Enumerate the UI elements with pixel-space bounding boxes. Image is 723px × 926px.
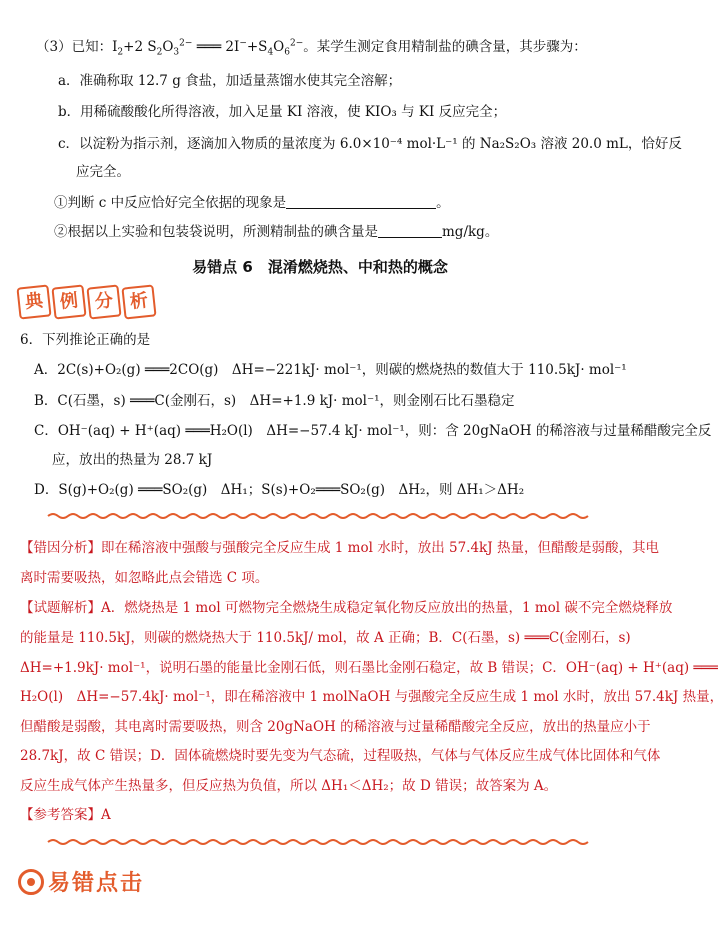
explanation-line6: 28.7kJ，故 C 错误；D．固体硫燃烧时要先变为气态硫，过程吸热，气体与气体反应生成气体比固体和气体: [20, 748, 661, 764]
badge-char-4: 析: [121, 284, 156, 319]
badge-char-3: 分: [86, 284, 121, 319]
q3-sub1-text: ①判断 c 中反应恰好完全依据的现象是: [54, 195, 287, 211]
q3-sub1-end: 。: [436, 195, 450, 211]
q6-stem: 6．下列推论正确的是: [20, 332, 151, 348]
explanation-line2: 的能量是 110.5kJ，则碳的燃烧热大于 110.5kJ/ mol，故 A 正确；B．C(石墨，s) ═══C(金刚石，s): [20, 630, 631, 646]
footer-logo: [18, 866, 144, 897]
q3-sub2: [54, 222, 498, 242]
q3-sub1: [54, 193, 450, 213]
q3-step-c2: 应完全。: [76, 164, 130, 180]
target-icon: [18, 869, 44, 895]
q6-option-b: B．C(石墨，s) ═══C(金刚石，s) ΔH=+1.9 kJ· mol⁻¹，则金刚石比石墨稳定: [34, 393, 515, 409]
q3-step-b: b．用稀硫酸酸化所得溶液，加入足量 KI 溶液，使 KIO₃ 与 KI 反应完全；: [58, 104, 507, 120]
q3-equation-line: （3）已知：$I_2+2$ $S_2O_3^{2-}$ ═══ $2I^-+S_4O_6^{2-}$。某学生测定食用精制盐的碘含量，其步骤为：: [36, 38, 587, 58]
q3-step-c1: c．以淀粉为指示剂，逐滴加入物质的量浓度为 6.0×10⁻⁴ mol·L⁻¹ 的 Na₂S₂O₃ 溶液 20.0 mL，恰好反: [58, 136, 682, 152]
q3-sub2-text: ②根据以上实验和包装袋说明，所测精制盐的碘含量是: [54, 224, 378, 240]
explanation-line5: 但醋酸是弱酸，其电离时需要吸热，则含 20gNaOH 的稀溶液与过量稀醋酸完全反应，放出的热量应小于: [20, 719, 651, 735]
q3-prefix: （3）已知：I: [36, 39, 118, 55]
explanation-line7: 反应生成气体产生热量多，但反应热为负值，所以 ΔH₁＜ΔH₂；故 D 错误；故答案为 A。: [20, 778, 558, 794]
badge-char-1: 典: [16, 284, 51, 319]
q3-eq-mid: +2 S: [123, 39, 157, 55]
q3-eq-end: +S: [246, 39, 268, 55]
example-analysis-badge: [18, 286, 155, 318]
q3-sub2-end: mg/kg。: [442, 224, 499, 240]
q6-option-c2: 应，放出的热量为 28.7 kJ: [52, 452, 213, 468]
q3-step-a: a．准确称取 12.7 g 食盐，加适量蒸馏水使其完全溶解；: [58, 73, 402, 89]
q3-suffix: 。某学生测定食用精制盐的碘含量，其步骤为：: [303, 39, 587, 55]
q6-option-c1: C．OH⁻(aq) + H⁺(aq) ═══H₂O(l) ΔH=−57.4 kJ· mol⁻¹，则：含 20gNaOH 的稀溶液与过量稀醋酸完全反: [34, 423, 712, 439]
reference-answer: 【参考答案】A: [20, 807, 111, 823]
footer-logo-text: 易错点击: [48, 871, 145, 896]
answer-blank-2[interactable]: [378, 223, 442, 238]
wave-divider-top: [48, 512, 588, 520]
badge-char-2: 例: [51, 284, 86, 319]
section-title: 易错点 6 混淆燃烧热、中和热的概念: [192, 258, 448, 276]
q6-option-d: D．S(g)+O₂(g) ═══SO₂(g) ΔH₁；S(s)+O₂═══SO₂(g) ΔH₂，则 ΔH₁＞ΔH₂: [34, 482, 525, 498]
explanation-line1: 【试题解析】A．燃烧热是 1 mol 可燃物完全燃烧生成稳定氧化物反应放出的热量，1 mol 碳不完全燃烧释放: [20, 600, 673, 616]
q6-option-a: A．2C(s)+O₂(g) ═══2CO(g) ΔH=−221kJ· mol⁻¹，则碳的燃烧热的数值大于 110.5kJ· mol⁻¹: [34, 362, 627, 378]
cause-analysis-line2: 离时需要吸热，如忽略此点会错选 C 项。: [20, 570, 269, 586]
explanation-line4: H₂O(l) ΔH=−57.4kJ· mol⁻¹，即在稀溶液中 1 molNaOH 与强酸完全反应生成 1 mol 水时，放出 57.4kJ 热量，: [20, 689, 723, 705]
answer-blank-1[interactable]: [286, 194, 436, 209]
q3-eq-arrow: ═══ 2I: [192, 39, 240, 55]
explanation-line3: ΔH=+1.9kJ· mol⁻¹，说明石墨的能量比金刚石低，则石墨比金刚石稳定，故 B 错误；C．OH⁻(aq) + H⁺(aq) ═══: [20, 660, 718, 676]
wave-divider-bottom: [48, 838, 588, 846]
cause-analysis-line1: 【错因分析】即在稀溶液中强酸与强酸完全反应生成 1 mol 水时，放出 57.4kJ 热量，但醋酸是弱酸，其电: [20, 540, 659, 556]
